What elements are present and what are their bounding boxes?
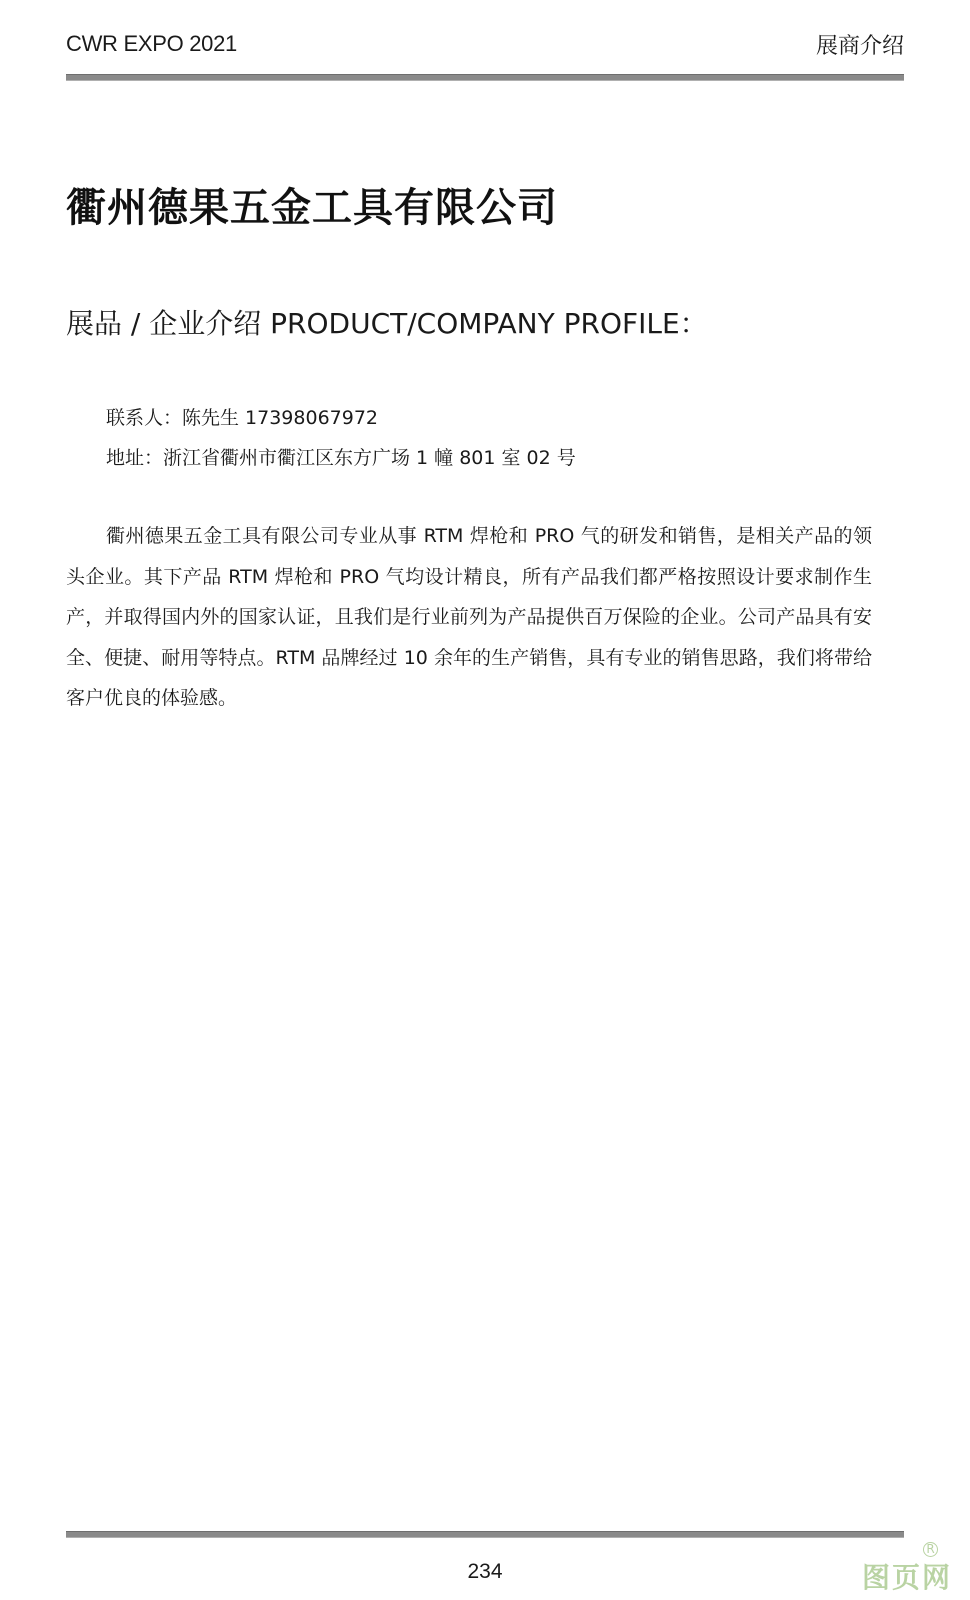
page-header: [66, 26, 904, 62]
profile-heading: 展品 / 企业介绍 PRODUCT/COMPANY PROFILE：: [66, 307, 708, 340]
company-description: 衢州德果五金工具有限公司专业从事 RTM 焊枪和 PRO 气的研发和销售，是相关产品的领头企业。其下产品 RTM 焊枪和 PRO 气均设计精良，所有产品我们都严格按照设计要求制作生产，并取得国内外的国家认证，且我们是行业前列为产品提供百万保险的企业。公司产品具有安全、便捷、耐用等特点。RTM 品牌经过 10 余年的生产销售，具有专业的销售思路，我们将带给客户优良的体验感。: [66, 525, 872, 709]
registered-mark-icon: R: [923, 1542, 938, 1557]
contact-person: 联系人：陈先生 17398067972: [106, 407, 379, 429]
watermark-text: 图页网: [861, 1561, 952, 1594]
contact-address: 地址：浙江省衢州市衢江区东方广场 1 幢 801 室 02 号: [106, 447, 576, 469]
header-divider: [66, 74, 904, 81]
section-label: 展商介绍: [815, 33, 904, 59]
page-number: 234: [467, 1560, 503, 1583]
expo-title: CWR EXPO 2021: [66, 31, 237, 56]
company-name: 衢州德果五金工具有限公司: [66, 185, 558, 231]
contact-block: [106, 398, 576, 478]
watermark-logo: [861, 1542, 952, 1596]
footer-divider: [66, 1531, 904, 1538]
